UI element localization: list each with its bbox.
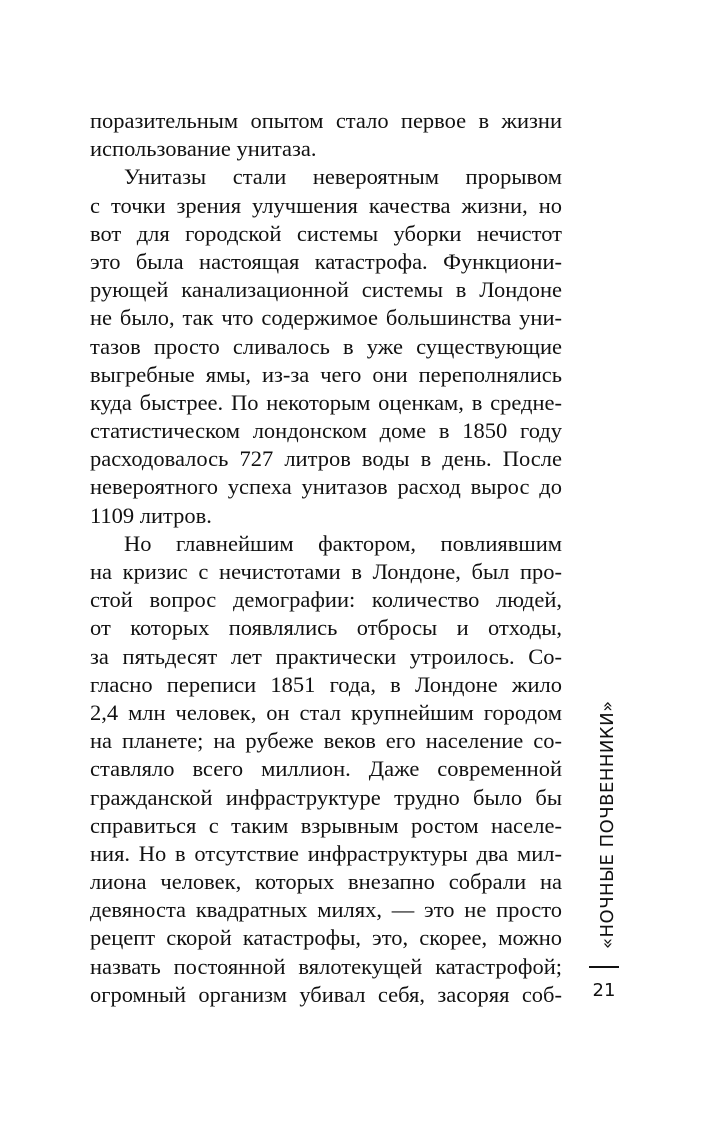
text-line: поразительным опытом стало первое в жизни <box>90 108 562 133</box>
text-line: ставляло всего миллион. Даже современной <box>90 756 562 782</box>
text-line: с точки зрения улучшения качества жизни, но <box>90 192 562 218</box>
text-line: гласно переписи 1851 года, в Лондоне жило <box>90 671 562 697</box>
text-line: выгребные ямы, из-за чего они переполнялись <box>90 361 562 387</box>
text-line: стой вопрос демографии: количество людей, <box>90 587 562 613</box>
running-title-rule <box>589 966 619 968</box>
text-line: справиться с таким взрывным ростом населе- <box>90 812 562 838</box>
text-line: расходовалось 727 литров воды в день. После <box>90 446 562 472</box>
text-line: куда быстрее. По некоторым оценкам, в средне- <box>90 389 562 415</box>
text-line: невероятного успеха унитазов расход вырос до <box>90 474 562 500</box>
text-line: на кризис с нечистотами в Лондоне, был про- <box>90 559 562 584</box>
text-line: ния. Но в отсутствие инфраструктуры два мил- <box>90 840 562 866</box>
text-line: рецепт скорой катастрофы, это, скорее, можно <box>90 925 562 951</box>
paragraph-first-line: Унитазы стали невероятным прорывом <box>124 164 562 190</box>
text-line: это была настоящая катастрофа. Функциони- <box>90 248 562 274</box>
text-line: рующей канализационной системы в Лондоне <box>90 277 562 303</box>
text-line: лиона человек, которых внезапно собрали на <box>90 869 562 895</box>
text-line: вот для городской системы уборки нечистот <box>90 220 562 246</box>
text-line: девяноста квадратных милях, — это не просто <box>90 897 562 923</box>
running-title: «НОЧНЫЕ ПОЧВЕННИКИ» <box>597 700 618 949</box>
text-line: 2,4 млн человек, он стал крупнейшим городом <box>90 699 562 725</box>
text-line: от которых появлялись отбросы и отходы, <box>90 615 562 641</box>
page-number: 21 <box>592 980 616 1001</box>
text-line: гражданской инфраструктуре трудно было бы <box>90 784 562 810</box>
text-line: тазов просто сливалось в уже существующие <box>90 333 562 359</box>
text-line: огромный организм убивал себя, засоряя соб- <box>90 981 562 1007</box>
text-line: не было, так что содержимое большинства уни- <box>90 305 562 331</box>
body-text <box>90 107 562 1009</box>
paragraph-first-line: Но главнейшим фактором, повлиявшим <box>124 530 562 556</box>
text-line: на планете; на рубеже веков его население со- <box>90 728 562 754</box>
text-line: за пятьдесят лет практически утроилось. Со- <box>90 643 562 669</box>
text-line: статистическом лондонском доме в 1850 году <box>90 418 562 444</box>
text-line: использование унитаза. <box>90 136 317 162</box>
text-line: 1109 литров. <box>90 502 212 528</box>
text-line: назвать постоянной вялотекущей катастрофой; <box>90 953 562 979</box>
